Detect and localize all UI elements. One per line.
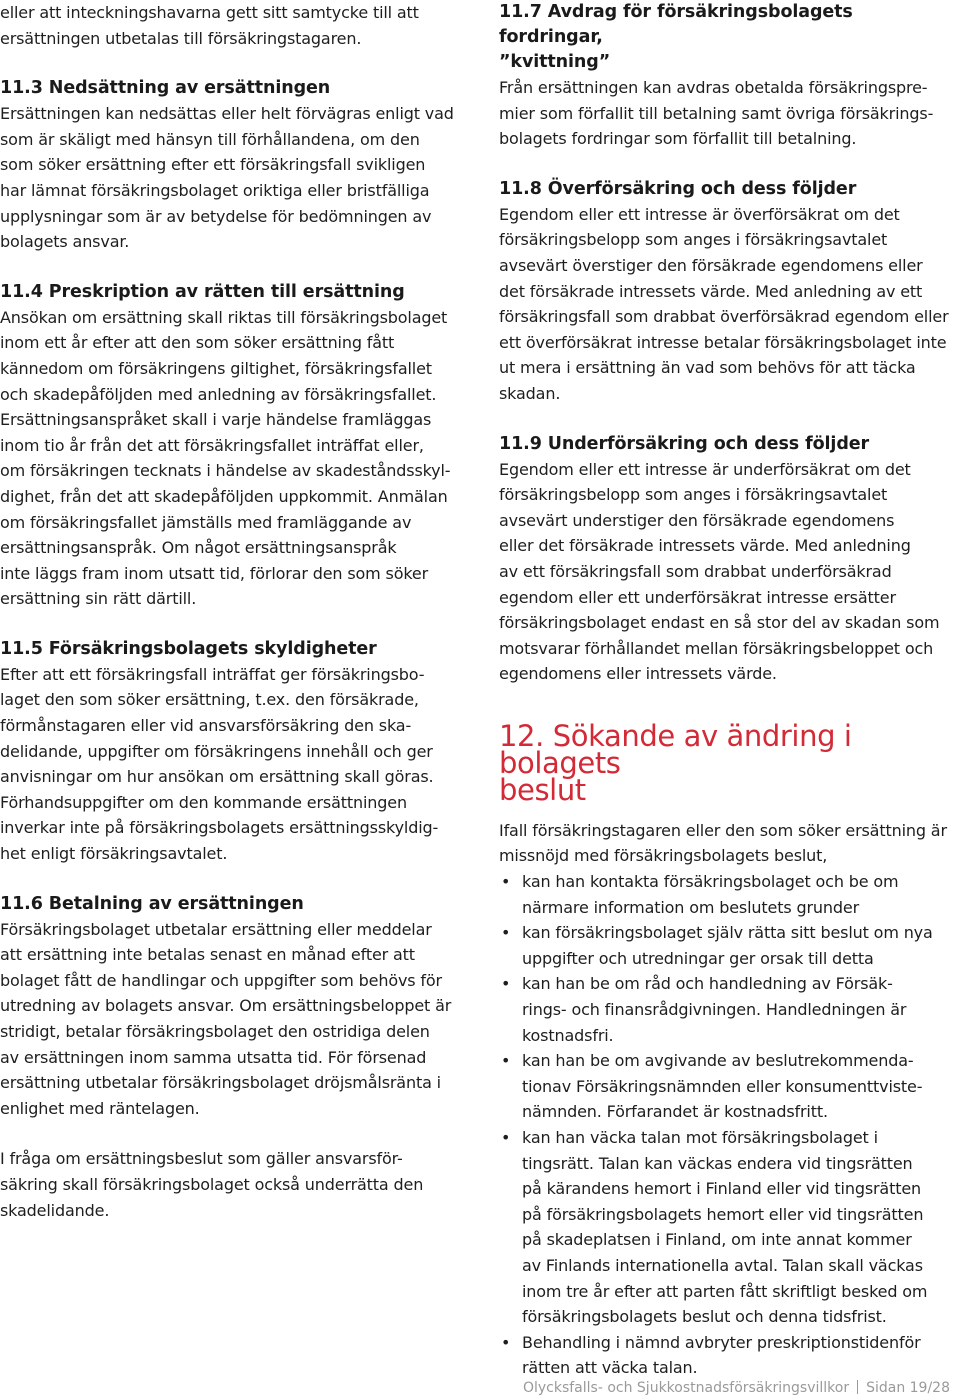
body-line: Ifall försäkringstagaren eller den som söker ersättning är bbox=[499, 820, 947, 840]
section-heading-line: ”kvittning” bbox=[499, 52, 611, 72]
body-line: ett överförsäkrat intresse betalar försäkringsbolaget inte bbox=[499, 332, 947, 352]
section-title: Nedsättning av ersättningen bbox=[48, 78, 331, 99]
section-11-5 bbox=[0, 637, 475, 867]
right-column bbox=[499, 0, 960, 1381]
body-line: kostnadsfri. bbox=[522, 1025, 614, 1045]
bullet-icon: • bbox=[501, 1332, 511, 1352]
body-line: Ersättningsanspråket skall i varje händelse framläggas bbox=[0, 410, 432, 430]
body-line: av ersättningen inom samma utsatta tid. För försenad bbox=[0, 1047, 427, 1067]
section-number: 11.7 bbox=[499, 2, 542, 22]
body-line: och skadepåföljden med anledning av försäkringsfallet. bbox=[0, 384, 437, 404]
body-line: bolagets ansvar. bbox=[0, 232, 130, 252]
body-line: skadan. bbox=[499, 383, 561, 403]
section-number: 11.3 bbox=[0, 78, 43, 99]
body-line: delidande, uppgifter om försäkringens innehåll och ger bbox=[0, 741, 433, 761]
body-line: inom tio år från det att försäkringsfallet inträffat eller, bbox=[0, 435, 424, 455]
body-line: på försäkringsbolagets hemort eller vid tingsrätten bbox=[522, 1204, 924, 1224]
section-11-3 bbox=[0, 76, 475, 255]
section-number: 11.6 bbox=[0, 893, 43, 914]
page-number: Sidan 19/28 bbox=[866, 1380, 950, 1396]
list-item bbox=[499, 1125, 960, 1330]
list-item bbox=[499, 869, 960, 920]
section-11-9 bbox=[499, 432, 960, 687]
body-line: kan han be om avgivande av beslutrekommenda- bbox=[522, 1051, 914, 1071]
body-line: rätten att väcka talan. bbox=[522, 1358, 698, 1378]
body-line: avsevärt understiger den försäkrade egendomens bbox=[499, 510, 895, 530]
body-line: försäkringsfall som drabbat överförsäkrad egendom eller bbox=[499, 307, 949, 327]
body-line: Egendom eller ett intresse är överförsäkrat om det bbox=[499, 204, 900, 224]
body-line: kan han kontakta försäkringsbolaget och be om bbox=[522, 872, 899, 892]
body-line: ersättning sin rätt därtill. bbox=[0, 589, 197, 609]
body-line: försäkringsbolaget endast en så stor del av skadan som bbox=[499, 613, 940, 633]
body-line: inom tre år efter att parten fått skriftligt besked om bbox=[522, 1281, 928, 1301]
body-line: närmare information om beslutets grunder bbox=[522, 897, 860, 917]
body-line: nämnden. Förfarandet är kostnadsfritt. bbox=[522, 1102, 828, 1122]
body-line: eller det försäkrade intressets värde. Med anledning bbox=[499, 536, 911, 556]
body-line: inte läggs fram inom utsatt tid, förlorar den som söker bbox=[0, 563, 429, 583]
body-line: har lämnat försäkringsbolaget oriktiga eller bristfälliga bbox=[0, 180, 430, 200]
body-line: som är skäligt med hänsyn till förhållandena, om den bbox=[0, 129, 420, 149]
body-line: av Finlands internationella avtal. Talan skall väckas bbox=[522, 1255, 923, 1275]
body-line: rings- och finansrådgivningen. Handledningen är bbox=[522, 1000, 907, 1020]
bullet-icon: • bbox=[501, 872, 511, 892]
body-line: tionav Försäkringsnämnden eller konsumenttviste- bbox=[522, 1076, 923, 1096]
section-title: Överförsäkring och dess följder bbox=[547, 178, 857, 199]
body-line: inverkar inte på försäkringsbolagets ersättningsskyldig- bbox=[0, 818, 439, 838]
body-line: om försäkringen tecknats i händelse av skadeståndsskyl- bbox=[0, 461, 451, 481]
list-item bbox=[499, 971, 960, 1048]
body-line: enlighet med räntelagen. bbox=[0, 1098, 200, 1118]
body-line: mier som förfallit till betalning samt övriga försäkrings- bbox=[499, 103, 934, 123]
left-column bbox=[0, 0, 475, 1223]
body-line: Förhandsuppgifter om den kommande ersättningen bbox=[0, 792, 407, 812]
body-line: skadelidande. bbox=[0, 1200, 110, 1220]
body-line: försäkringsbolagets beslut och denna tidsfrist. bbox=[522, 1307, 887, 1327]
body-line: anvisningar om hur ansökan om ersättning skall göras. bbox=[0, 767, 434, 787]
intro-line: ersättningen utbetalas till försäkringstagaren. bbox=[0, 28, 362, 48]
chapter-heading bbox=[499, 718, 960, 807]
body-line: I fråga om ersättningsbeslut som gäller ansvarsför- bbox=[0, 1149, 403, 1169]
section-heading bbox=[0, 280, 475, 305]
page-footer bbox=[523, 1380, 950, 1396]
body-line: tingsrätt. Talan kan väckas endera vid tingsrätten bbox=[522, 1153, 913, 1173]
closing-paragraph bbox=[0, 1146, 475, 1223]
chapter-heading-line: beslut bbox=[499, 772, 586, 807]
bullet-icon: • bbox=[501, 1051, 511, 1071]
section-number: 11.4 bbox=[0, 281, 43, 302]
body-line: Försäkringsbolaget utbetalar ersättning eller meddelar bbox=[0, 919, 432, 939]
section-heading bbox=[499, 0, 960, 50]
body-line: att ersättning inte betalas senast en månad efter att bbox=[0, 945, 415, 965]
body-line: av ett försäkringsfall som drabbat underförsäkrad bbox=[499, 561, 892, 581]
remedy-list bbox=[499, 869, 960, 1381]
list-item bbox=[499, 920, 960, 971]
body-line: Ansökan om ersättning skall riktas till försäkringsbolaget bbox=[0, 307, 448, 327]
body-line: upplysningar som är av betydelse för bedömningen av bbox=[0, 206, 432, 226]
body-line: kan han väcka talan mot försäkringsbolaget i bbox=[522, 1128, 878, 1147]
body-line: Egendom eller ett intresse är underförsäkrat om det bbox=[499, 459, 911, 479]
body-line: på kärandens hemort i Finland eller vid tingsrätten bbox=[522, 1179, 922, 1199]
body-line: ut mera i ersättning än vad som behövs för att täcka bbox=[499, 358, 916, 378]
body-line: kan försäkringsbolaget själv rätta sitt beslut om nya bbox=[522, 923, 933, 943]
body-line: Ersättningen kan nedsättas eller helt förvägras enligt vad bbox=[0, 104, 454, 124]
section-number: 11.9 bbox=[499, 433, 542, 454]
section-heading bbox=[0, 637, 475, 662]
section-heading bbox=[0, 892, 475, 917]
footer-document-title: Olycksfalls- och Sjukkostnadsförsäkringsvillkor bbox=[522, 1380, 850, 1396]
section-heading bbox=[0, 76, 475, 101]
body-line: kännedom om försäkringens giltighet, försäkringsfallet bbox=[0, 358, 432, 378]
bullet-icon: • bbox=[501, 974, 511, 994]
body-line: uppgifter och utredningar ger orsak till detta bbox=[522, 948, 874, 968]
body-line: det försäkrade intressets värde. Med anledning av ett bbox=[499, 281, 923, 301]
intro-line: eller att inteckningshavarna gett sitt samtycke till att bbox=[0, 3, 419, 22]
body-line: missnöjd med försäkringsbolagets beslut, bbox=[499, 846, 828, 866]
section-title: Försäkringsbolagets skyldigheter bbox=[48, 638, 377, 659]
body-line: försäkringsbelopp som anges i försäkringsavtalet bbox=[499, 230, 888, 250]
body-line: ersättning utbetalar försäkringsbolaget dröjsmålsränta i bbox=[0, 1073, 441, 1093]
section-title: Betalning av ersättningen bbox=[48, 893, 304, 914]
body-line: motsvarar förhållandet mellan försäkringsbeloppet och bbox=[499, 638, 934, 658]
section-heading bbox=[499, 432, 960, 457]
body-line: säkring skall försäkringsbolaget också underrätta den bbox=[0, 1174, 424, 1194]
body-line: ersättningsanspråk. Om något ersättningsanspråk bbox=[0, 538, 397, 558]
section-11-6 bbox=[0, 892, 475, 1122]
section-number: 11.5 bbox=[0, 638, 43, 659]
section-heading bbox=[499, 177, 960, 202]
bullet-icon: • bbox=[501, 923, 511, 943]
body-line: het enligt försäkringsavtalet. bbox=[0, 844, 228, 864]
body-line: dighet, från det att skadepåföljden uppkommit. Anmälan bbox=[0, 486, 448, 506]
body-line: som söker ersättning efter ett försäkringsfall svikligen bbox=[0, 155, 426, 175]
body-line: avsevärt överstiger den försäkrade egendomens eller bbox=[499, 255, 923, 275]
section-11-8 bbox=[499, 177, 960, 407]
body-line: Från ersättningen kan avdras obetalda försäkringspre- bbox=[499, 78, 928, 97]
section-title: Underförsäkring och dess följder bbox=[547, 433, 870, 454]
section-11-7 bbox=[499, 0, 960, 152]
section-title: Preskription av rätten till ersättning bbox=[48, 281, 405, 302]
body-line: stridigt, betalar försäkringsbolaget den ostridiga delen bbox=[0, 1022, 430, 1041]
chapter-12 bbox=[499, 718, 960, 1381]
body-line: laget den som söker ersättning, t.ex. den försäkrade, bbox=[0, 690, 419, 710]
body-line: utredning av bolagets ansvar. Om ersättningsbeloppet är bbox=[0, 996, 452, 1016]
section-11-4 bbox=[0, 280, 475, 612]
body-line: försäkringsbelopp som anges i försäkringsavtalet bbox=[499, 485, 888, 505]
body-line: inom ett år efter att den som söker ersättning fått bbox=[0, 333, 395, 353]
body-line: på skadeplatsen i Finland, om inte annat kommer bbox=[522, 1230, 912, 1250]
body-line: bolagets fordringar som förfallit till betalning. bbox=[499, 129, 857, 149]
chapter-heading-line: 12. Sökande av ändring i bolagets bbox=[499, 718, 852, 780]
bullet-icon: • bbox=[501, 1128, 511, 1147]
section-number: 11.8 bbox=[499, 178, 542, 199]
body-line: Behandling i nämnd avbryter preskriptionstidenför bbox=[522, 1332, 921, 1352]
list-item bbox=[499, 1048, 960, 1125]
list-item bbox=[499, 1330, 960, 1381]
body-line: bolaget fått de handlingar och uppgifter som behövs för bbox=[0, 970, 442, 990]
body-line: förmånstagaren eller vid ansvarsförsäkring den ska- bbox=[0, 716, 412, 736]
body-line: kan han be om råd och handledning av Försäk- bbox=[522, 974, 893, 994]
body-line: Efter att ett försäkringsfall inträffat ger försäkringsbo- bbox=[0, 664, 425, 684]
body-line: om försäkringsfallet jämställs med framläggande av bbox=[0, 512, 412, 532]
body-line: egendomens eller intressets värde. bbox=[499, 664, 777, 684]
footer-divider bbox=[857, 1380, 858, 1394]
section-title: Avdrag för försäkringsbolagets fordringar, bbox=[499, 2, 853, 47]
body-line: egendom eller ett underförsäkrat intresse ersätter bbox=[499, 587, 896, 607]
